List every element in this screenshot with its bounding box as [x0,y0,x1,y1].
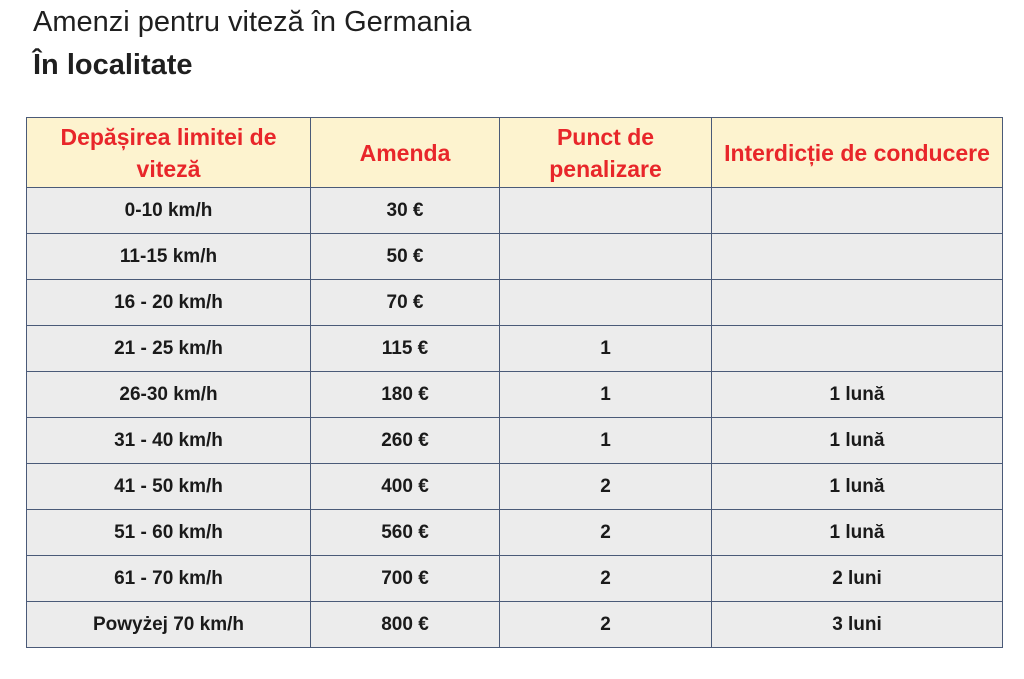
header-row [27,118,1003,188]
cell-driving-ban: 3 luni [712,602,1003,648]
cell-penalty-points: 2 [500,510,712,556]
header-driving-ban: Interdicție de conducere [712,118,1003,188]
cell-speed-excess: 61 - 70 km/h [27,556,311,602]
table-row [27,418,1003,464]
cell-speed-excess: 31 - 40 km/h [27,418,311,464]
table-row [27,234,1003,280]
cell-fine: 700 € [311,556,500,602]
cell-penalty-points: 2 [500,464,712,510]
cell-speed-excess: 0-10 km/h [27,188,311,234]
cell-penalty-points: 1 [500,326,712,372]
cell-penalty-points [500,234,712,280]
cell-driving-ban [712,234,1003,280]
cell-speed-excess: 51 - 60 km/h [27,510,311,556]
cell-fine: 180 € [311,372,500,418]
table-row [27,510,1003,556]
cell-fine: 260 € [311,418,500,464]
cell-driving-ban [712,326,1003,372]
cell-fine: 70 € [311,280,500,326]
cell-driving-ban: 1 lună [712,372,1003,418]
cell-driving-ban: 1 lună [712,464,1003,510]
cell-speed-excess: 41 - 50 km/h [27,464,311,510]
cell-driving-ban [712,188,1003,234]
cell-driving-ban: 1 lună [712,418,1003,464]
cell-speed-excess: 11-15 km/h [27,234,311,280]
cell-penalty-points [500,188,712,234]
cell-driving-ban [712,280,1003,326]
cell-fine: 400 € [311,464,500,510]
table-row [27,464,1003,510]
cell-driving-ban: 1 lună [712,510,1003,556]
page-subtitle: În localitate [33,49,193,81]
cell-fine: 560 € [311,510,500,556]
cell-penalty-points: 1 [500,418,712,464]
table-row [27,280,1003,326]
cell-fine: 800 € [311,602,500,648]
table-header [27,118,1003,188]
fines-table [26,117,1003,648]
header-speed-excess: Depășirea limitei de viteză [27,118,311,188]
cell-speed-excess: 21 - 25 km/h [27,326,311,372]
cell-speed-excess: Powyżej 70 km/h [27,602,311,648]
cell-speed-excess: 16 - 20 km/h [27,280,311,326]
table-row [27,188,1003,234]
cell-speed-excess: 26-30 km/h [27,372,311,418]
header-fine: Amenda [311,118,500,188]
cell-penalty-points: 2 [500,602,712,648]
cell-penalty-points: 1 [500,372,712,418]
table-row [27,326,1003,372]
table-row [27,602,1003,648]
cell-fine: 50 € [311,234,500,280]
header-penalty-points: Punct de penalizare [500,118,712,188]
cell-driving-ban: 2 luni [712,556,1003,602]
cell-fine: 115 € [311,326,500,372]
table-body [27,188,1003,648]
cell-fine: 30 € [311,188,500,234]
cell-penalty-points [500,280,712,326]
table-row [27,556,1003,602]
page-title: Amenzi pentru viteză în Germania [33,6,472,38]
table-row [27,372,1003,418]
cell-penalty-points: 2 [500,556,712,602]
